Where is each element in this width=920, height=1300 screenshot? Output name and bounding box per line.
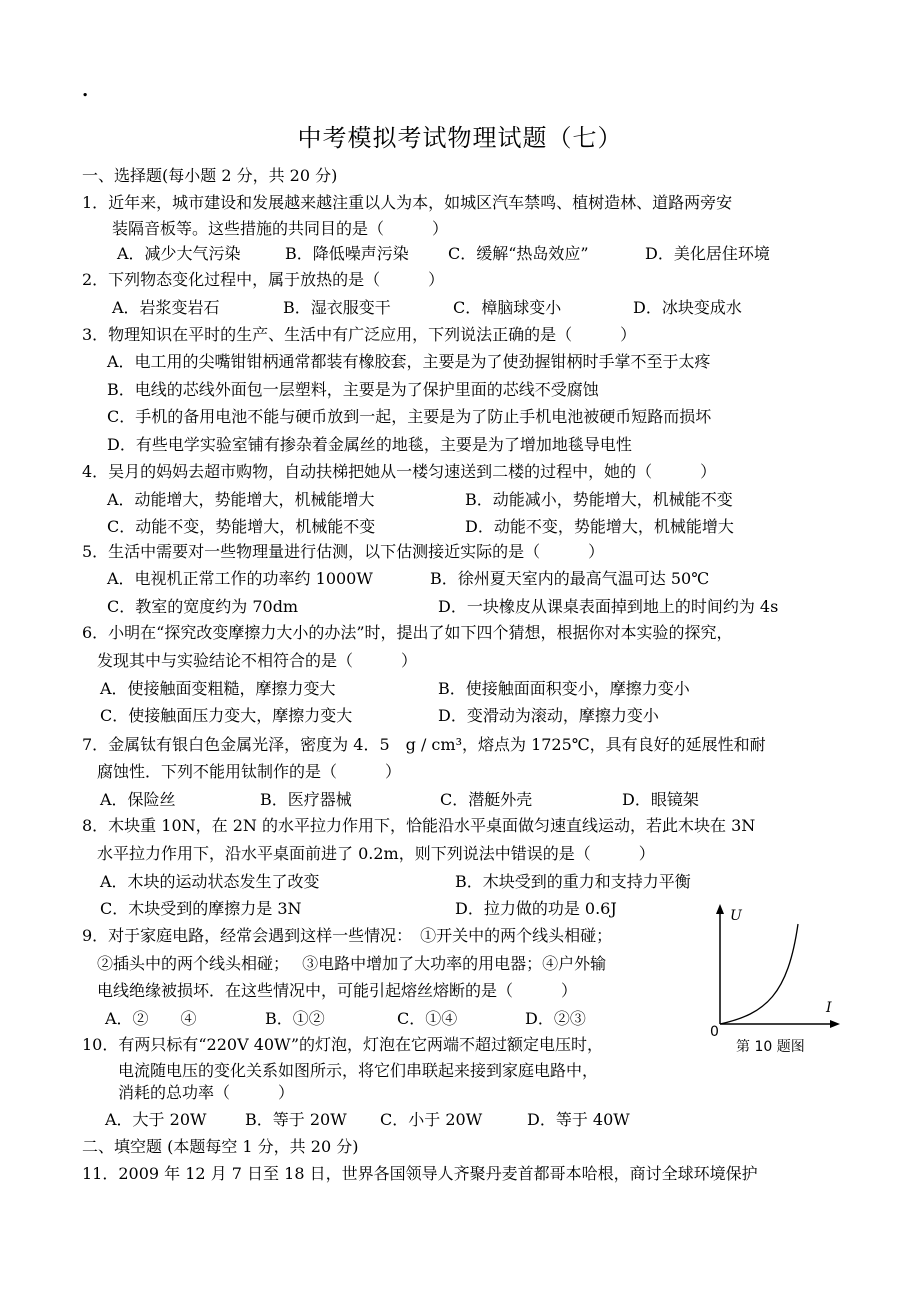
question-7-option-c: C．潜艇外壳 [440, 790, 533, 809]
question-4-text: 4．吴月的妈妈去超市购物，自动扶梯把她从一楼匀速送到二楼的过程中，她的（ ） [82, 462, 717, 481]
figure-caption: 第 10 题图 [736, 1039, 805, 1055]
question-1-option-d: D．美化居住环境 [645, 244, 770, 263]
question-8-option-d: D．拉力做的功是 0.6J [455, 899, 617, 918]
question-4-option-b: B．动能减小，势能增大，机械能不变 [465, 490, 733, 509]
question-1-option-c: C．缓解“热岛效应” [448, 244, 589, 263]
question-6-option-c: C．使接触面压力变大，摩擦力变大 [100, 706, 353, 725]
question-9-option-c: C．①④ [397, 1009, 458, 1028]
question-2-option-c: C．樟脑球变小 [453, 298, 562, 317]
question-9-text-cont: ②插头中的两个线头相碰； ③电路中增加了大功率的用电器；④户外输 [97, 954, 607, 973]
question-8-option-c: C．木块受到的摩擦力是 3N [100, 899, 302, 918]
question-7-option-d: D．眼镜架 [622, 790, 699, 809]
question-3-option-d: D．有些电学实验室铺有掺杂着金属丝的地毯，主要是为了增加地毯导电性 [107, 435, 632, 454]
question-2-option-a: A．岩浆变岩石 [112, 298, 220, 317]
question-9-option-a: A．② ④ [105, 1009, 197, 1028]
question-6-text-cont: 发现其中与实验结论不相符合的是（ ） [97, 651, 418, 670]
question-9-option-d: D．②③ [525, 1009, 586, 1028]
question-9-text-cont-2: 电线绝缘被损坏．在这些情况中，可能引起熔丝熔断的是（ ） [97, 981, 578, 1000]
x-axis-arrow [830, 1020, 840, 1028]
question-10-text: 10．有两只标有“220V 40W”的灯泡，灯泡在它两端不超过额定电压时， [82, 1035, 604, 1054]
question-6-text: 6．小明在“探究改变摩擦力大小的办法”时，提出了如下四个猜想，根据你对本实验的探究， [82, 623, 733, 642]
question-1-option-b: B．降低噪声污染 [285, 244, 409, 263]
question-5-option-a: A．电视机正常工作的功率约 1000W [107, 569, 373, 588]
question-4-option-d: D．动能不变，势能增大，机械能增大 [465, 517, 734, 536]
question-6-option-d: D．变滑动为滚动，摩擦力变小 [438, 706, 659, 725]
question-10-option-c: C．小于 20W [380, 1110, 483, 1129]
question-9-option-b: B．①② [265, 1009, 325, 1028]
iu-curve [720, 924, 798, 1024]
question-10-option-b: B．等于 20W [245, 1110, 347, 1129]
question-10-text-cont-2: 消耗的总功率（ ） [118, 1083, 295, 1102]
section-heading-fill: 二、填空题 (本题每空 1 分，共 20 分) [82, 1137, 359, 1156]
question-2-option-d: D．冰块变成水 [633, 298, 742, 317]
question-1-text-cont: 装隔音板等。这些措施的共同目的是（ ） [112, 219, 449, 238]
question-8-text-cont: 水平拉力作用下，沿水平桌面前进了 0.2m，则下列说法中错误的是（ ） [97, 844, 655, 863]
question-7-text: 7．金属钛有银白色金属光泽，密度为 4．5 g / cm³，熔点为 1725℃，具有良好的延展性和耐 [82, 735, 766, 754]
question-4-option-a: A．动能增大，势能增大，机械能增大 [107, 490, 375, 509]
question-3-option-c: C．手机的备用电池不能与硬币放到一起，主要是为了防止手机电池被硬币短路而损坏 [107, 407, 712, 426]
question-5-text: 5．生活中需要对一些物理量进行估测，以下估测接近实际的是（ ） [82, 542, 605, 561]
question-1-text: 1．近年来，城市建设和发展越来越注重以人为本，如城区汽车禁鸣、植树造林、道路两旁安 [82, 193, 733, 212]
y-axis-label: U [730, 908, 742, 924]
origin-label: 0 [710, 1024, 719, 1040]
question-10-option-d: D．等于 40W [527, 1110, 630, 1129]
question-5-option-b: B．徐州夏天室内的最高气温可达 50℃ [430, 569, 710, 588]
question-10-option-a: A．大于 20W [105, 1110, 207, 1129]
question-3-text: 3．物理知识在平时的生产、生活中有广泛应用，下列说法正确的是（ ） [82, 325, 637, 344]
question-8-option-a: A．木块的运动状态发生了改变 [100, 872, 320, 891]
question-2-option-b: B．湿衣服变干 [283, 298, 391, 317]
question-5-option-c: C．教室的宽度约为 70dm [107, 597, 299, 616]
x-axis-label: I [826, 1000, 832, 1016]
question-6-option-a: A．使接触面变粗糙，摩擦力变大 [100, 679, 336, 698]
question-4-option-c: C．动能不变，势能增大，机械能不变 [107, 517, 376, 536]
question-1-option-a: A．减少大气污染 [117, 244, 241, 263]
question-3-option-a: A．电工用的尖嘴钳钳柄通常都装有橡胶套，主要是为了使劲握钳柄时手掌不至于太疼 [107, 352, 711, 371]
y-axis-arrow [716, 904, 724, 914]
question-7-option-a: A．保险丝 [100, 790, 176, 809]
section-heading-choice: 一、选择题(每小题 2 分，共 20 分) [82, 166, 338, 185]
question-3-option-b: B．电线的芯线外面包一层塑料，主要是为了保护里面的芯线不受腐蚀 [107, 380, 599, 399]
question-5-option-d: D．一块橡皮从课桌表面掉到地上的时间约为 4s [438, 597, 779, 616]
question-8-option-b: B．木块受到的重力和支持力平衡 [455, 872, 691, 891]
question-9-text: 9．对于家庭电路，经常会遇到这样一些情况： ①开关中的两个线头相碰； [82, 926, 613, 945]
question-7-option-b: B．医疗器械 [260, 790, 352, 809]
question-11-text: 11．2009 年 12 月 7 日至 18 日，世界各国领导人齐聚丹麦首都哥本哈根，商讨全球环境保护 [82, 1164, 758, 1183]
question-10-text-cont: 电流随电压的变化关系如图所示，将它们串联起来接到家庭电路中， [118, 1061, 599, 1080]
page-title: 中考模拟考试物理试题（七） [297, 124, 623, 152]
question-7-text-cont: 腐蚀性．下列不能用钛制作的是（ ） [97, 762, 402, 781]
corner-dot: . [82, 80, 89, 101]
question-6-option-b: B．使接触面面积变小，摩擦力变小 [438, 679, 690, 698]
question-2-text: 2．下列物态变化过程中，属于放热的是（ ） [82, 270, 445, 289]
question-8-text: 8．木块重 10N，在 2N 的水平拉力作用下，恰能沿水平桌面做匀速直线运动，若此木块在 3N [82, 816, 756, 835]
